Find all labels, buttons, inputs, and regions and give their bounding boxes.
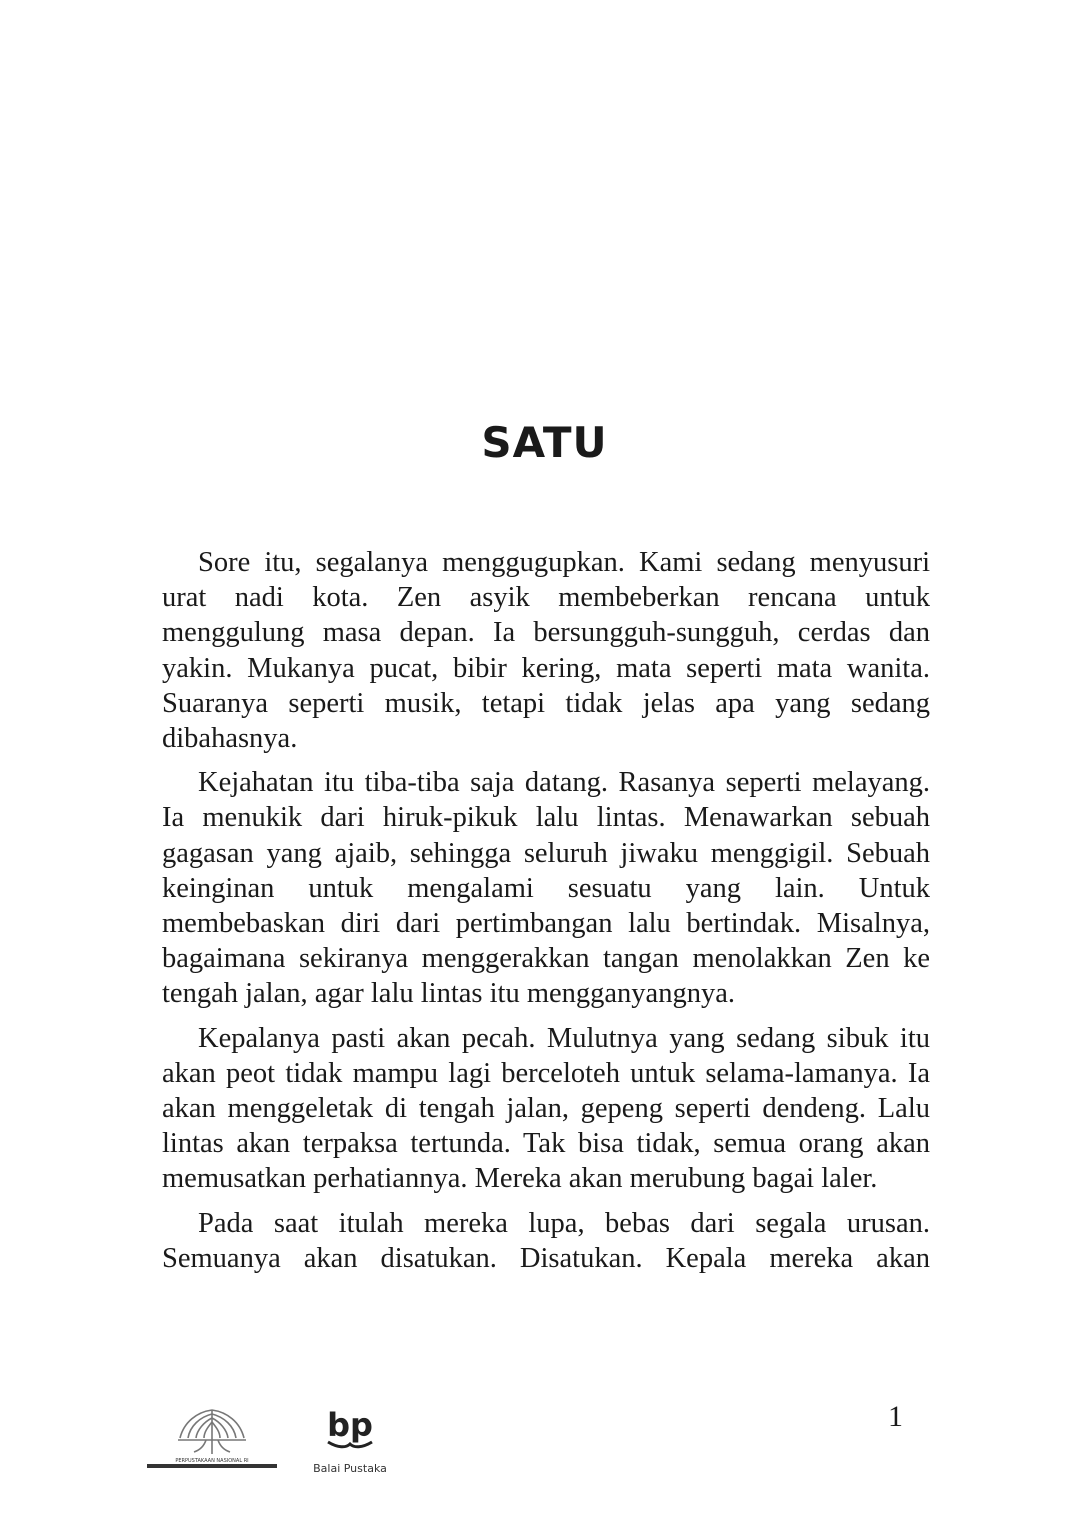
paragraph: Sore itu, segalanya menggugupkan. Kami sedang menyusuri urat nadi kota. Zen asyik membeberkan rencana untuk menggulung masa depan. Ia bersungguh-sungguh, cerdas dan yakin. Mukanya pucat, bibir kering, mata seperti mata wanita. Suaranya seperti musik, tetapi tidak jelas apa yang sedang dibahasnya. (162, 547, 930, 755)
chapter-title: SATU (481, 418, 608, 467)
page-footer (0, 1400, 1069, 1490)
balai-pustaka-mark-icon (298, 1400, 398, 1478)
paragraph: Kepalanya pasti akan pecah. Mulutnya yang sedang sibuk itu akan peot tidak mampu lagi berceloteh untuk selama-lamanya. Ia akan menggeletak di tengah jalan, gepeng seperti dendeng. Lalu lintas akan terpaksa tertunda. Tak bisa tidak, semua orang akan memusatkan perhatiannya. Mereka akan merubung bagai laler. (162, 1022, 930, 1195)
logo-mark: bp (327, 1406, 373, 1444)
logo-caption: PERPUSTAKAAN NASIONAL RI (175, 1458, 249, 1464)
chapter-body (162, 545, 930, 1285)
paragraph: Kejahatan itu tiba-tiba saja datang. Rasanya seperti melayang. Ia menukik dari hiruk-pikuk lalu lintas. Menawarkan sebuah gagasan yang ajaib, sehingga seluruh jiwaku menggigil. Sebuah keinginan untuk mengalami sesuatu yang lain. Untuk membebaskan diri dari pertimbangan lalu bertindak. Misalnya, bagaimana sekiranya menggerakkan tangan menolakkan Zen ke tengah jalan, agar lalu lintas itu mengganyangnya. (162, 767, 930, 1010)
tree-book-icon (142, 1400, 282, 1478)
paragraph: Pada saat itulah mereka lupa, bebas dari segala urusan. Semuanya akan disatukan. Disatukan. Kepala mereka akan (162, 1207, 930, 1274)
balai-pustaka-logo (298, 1400, 398, 1478)
perpustakaan-nasional-logo (142, 1400, 282, 1478)
logo-caption: Balai Pustaka (313, 1462, 387, 1475)
page-number: 1 (888, 1400, 903, 1433)
